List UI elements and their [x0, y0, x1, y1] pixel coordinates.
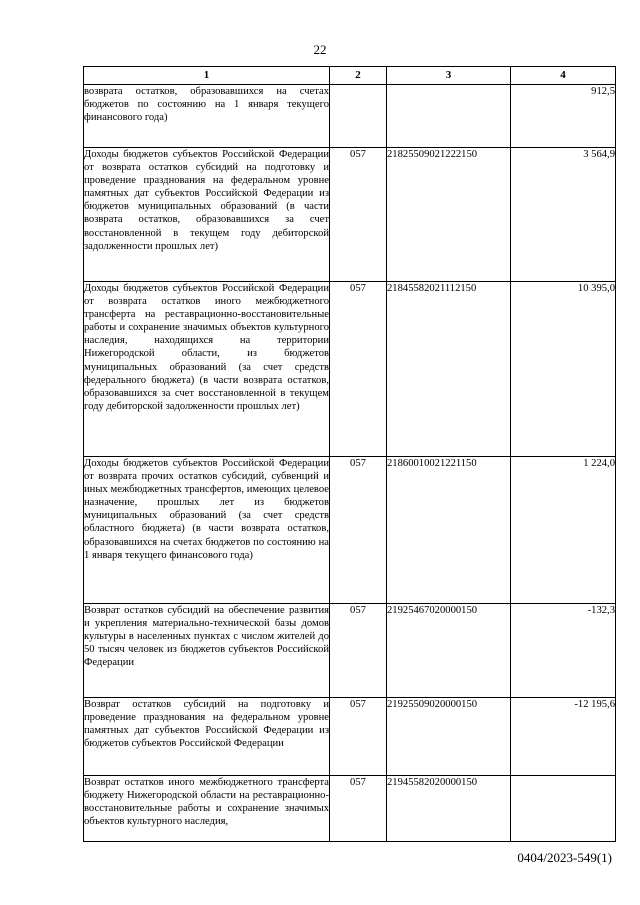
row-kbk-code: 21925509020000150 [387, 698, 511, 776]
row-amount: 3 564,9 [511, 148, 616, 282]
row-amount [511, 776, 616, 842]
page-number: 22 [313, 42, 327, 57]
row-description: Доходы бюджетов субъектов Российской Федерации от возврата прочих остатков субсидий, субвенций и иных межбюджетных трансфертов, имеющих целевое назначение, прошлых лет из бюджетов муниципальных образований (за счет средств областного бюджета) (в части возврата остатков, образовавшихся на счетах бюджетов по состоянию на 1 января текущего финансового года) [84, 457, 330, 604]
table-row [84, 457, 616, 604]
table-row [84, 776, 616, 842]
row-kbk-code: 21845582021112150 [387, 282, 511, 457]
table-row [84, 85, 616, 148]
row-admin-code: 057 [330, 776, 387, 842]
row-description: Возврат остатков иного межбюджетного трансферта бюджету Нижегородской области на реставрационно-восстановительные работы и сохранение значимых объектов культурного наследия, [84, 776, 330, 842]
row-admin-code: 057 [330, 148, 387, 282]
row-description: Доходы бюджетов субъектов Российской Федерации от возврата остатков иного межбюджетного трансферта на реставрационно-восстановительные работы и сохранение значимых объектов культурного наследия, находящихся на территории Нижегородской области, из бюджетов муниципальных образований (за счет средств федерального бюджета) (в части возврата остатков, образовавшихся за счет восстановленной в текущем году дебиторской задолженности прошлых лет) [84, 282, 330, 457]
table-row [84, 698, 616, 776]
row-amount: 10 395,0 [511, 282, 616, 457]
row-admin-code [330, 85, 387, 148]
row-kbk-code [387, 85, 511, 148]
row-amount: -12 195,6 [511, 698, 616, 776]
row-kbk-code: 21945582020000150 [387, 776, 511, 842]
row-description: Доходы бюджетов субъектов Российской Федерации от возврата остатков субсидий на подготовку и проведение празднования на федеральном уровне памятных дат субъектов Российской Федерации из бюджетов муниципальных образований (в части возврата остатков, образовавшихся за счет восстановленной в текущем году дебиторской задолженности прошлых лет) [84, 148, 330, 282]
table-row [84, 282, 616, 457]
row-description: возврата остатков, образовавшихся на счетах бюджетов по состоянию на 1 января текущего финансового года) [84, 85, 330, 148]
row-amount: 912,5 [511, 85, 616, 148]
row-admin-code: 057 [330, 698, 387, 776]
row-kbk-code: 21925467020000150 [387, 604, 511, 698]
column-header-description: 1 [84, 67, 330, 85]
column-header-admin-code: 2 [330, 67, 387, 85]
table-row [84, 604, 616, 698]
row-kbk-code: 21860010021221150 [387, 457, 511, 604]
budget-table [83, 66, 616, 842]
row-admin-code: 057 [330, 457, 387, 604]
table-header-row [84, 67, 616, 85]
row-description: Возврат остатков субсидий на обеспечение развития и укрепления материально-технической базы домов культуры в населенных пунктах с числом жителей до 50 тысяч человек из бюджетов субъектов Российской Федерации [84, 604, 330, 698]
column-header-amount: 4 [511, 67, 616, 85]
column-header-kbk-code: 3 [387, 67, 511, 85]
table-row [84, 148, 616, 282]
row-amount: 1 224,0 [511, 457, 616, 604]
row-description: Возврат остатков субсидий на подготовку и проведение празднования на федеральном уровне памятных дат субъектов Российской Федерации из бюджетов субъектов Российской Федерации [84, 698, 330, 776]
row-amount: -132,3 [511, 604, 616, 698]
row-admin-code: 057 [330, 282, 387, 457]
row-admin-code: 057 [330, 604, 387, 698]
document-code: 0404/2023-549(1) [517, 850, 612, 865]
row-kbk-code: 21825509021222150 [387, 148, 511, 282]
